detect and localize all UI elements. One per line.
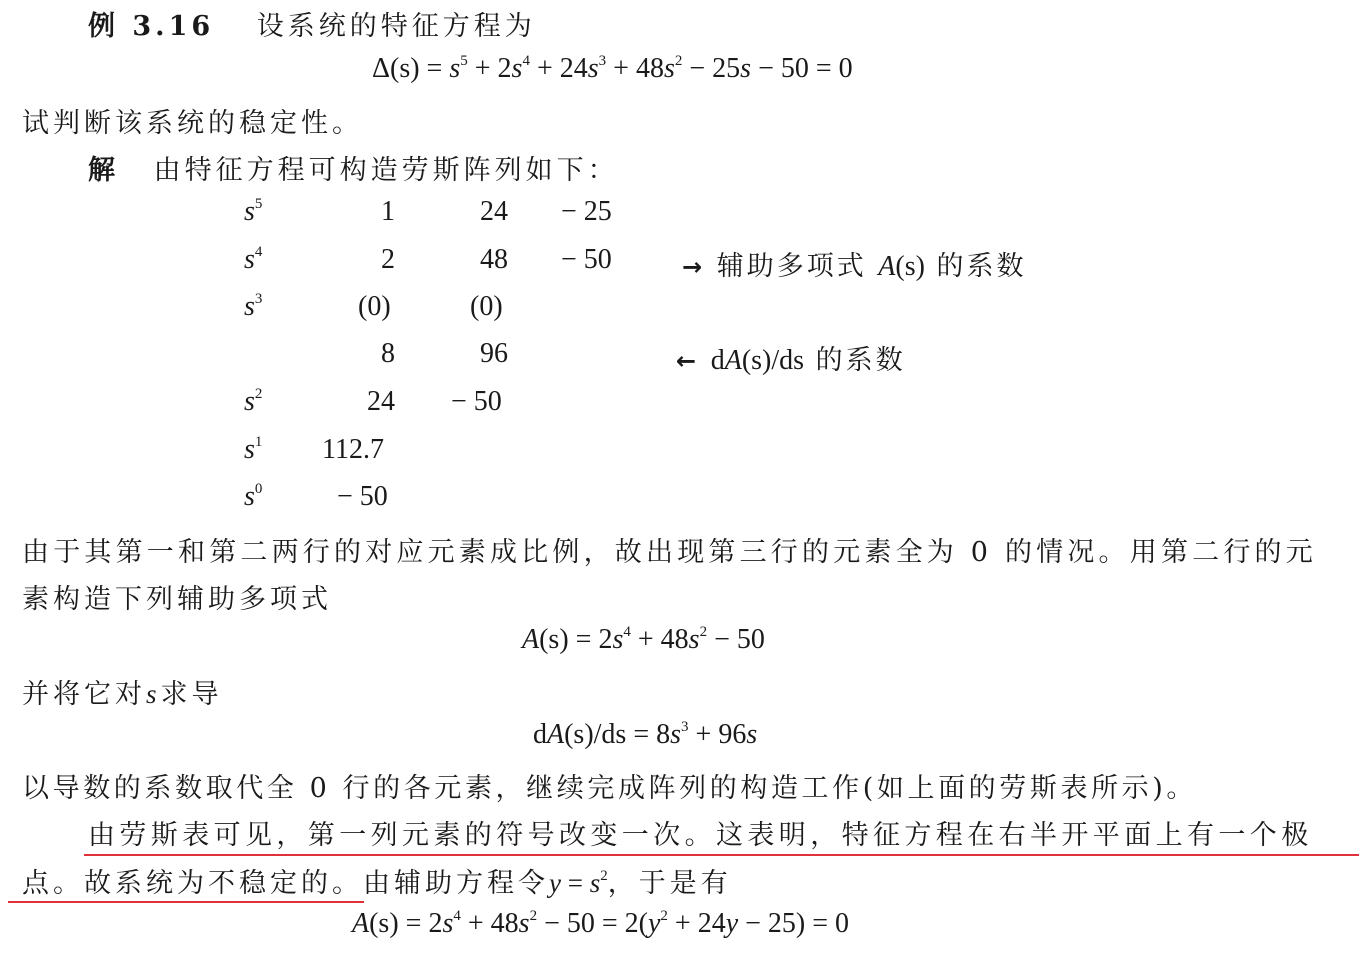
routh-cell: 2 [381, 244, 395, 275]
eq-var: A [522, 624, 540, 655]
auxiliary-polynomial [522, 624, 765, 656]
eq-exp: 4 [522, 53, 530, 69]
para-math: y [549, 868, 561, 898]
arrow-left-icon: ← [676, 347, 700, 375]
routh-cell: − 50 [337, 481, 388, 512]
para-text: ，于是有 [607, 868, 732, 899]
routh-row-label: $s^1$ [244, 434, 263, 465]
routh-note-auxiliary [682, 244, 1027, 283]
eq-exp: 3 [598, 53, 607, 69]
routh-cell: 48 [480, 244, 508, 275]
note-math: (s) [895, 251, 925, 282]
routh-row-label: $s^5$ [244, 196, 263, 227]
solution-text: 由特征方程可构造劳斯阵列如下： [153, 155, 619, 186]
eq-var: A [547, 719, 565, 750]
paragraph-4-line-2 [22, 861, 732, 900]
question-text: 试判断该系统的稳定性。 [22, 108, 363, 139]
note-math: (s)/ds [741, 345, 805, 376]
example-number: 例 3.16 [88, 11, 215, 42]
derivative-equation [533, 719, 757, 751]
eq-exp: 2 [529, 908, 538, 924]
characteristic-equation [372, 53, 853, 85]
note-text: 的系数 [936, 251, 1027, 282]
routh-row-label: $s^2$ [244, 386, 263, 417]
eq-tail: − 50 [707, 624, 765, 655]
eq-var: s [511, 53, 523, 84]
arrow-right-icon: → [682, 253, 706, 281]
eq-var: s [442, 908, 454, 939]
para-math: s [146, 679, 161, 709]
eq-exp: 2 [699, 624, 708, 640]
eq-exp: 2 [660, 908, 668, 924]
eq-var: s [670, 719, 682, 750]
routh-row-label: $s^3$ [244, 291, 263, 322]
routh-cell: (0) [358, 291, 391, 322]
note-math: A [724, 345, 742, 376]
eq-exp: 5 [460, 53, 468, 69]
para-math: = [560, 868, 590, 898]
example-intro: 设系统的特征方程为 [256, 11, 536, 42]
note-math: d [710, 345, 725, 376]
eq-term: (s) = 2 [369, 908, 443, 939]
eq-term: (s) = 2 [539, 624, 613, 655]
eq-term: + 96 [688, 719, 747, 750]
paragraph-1-line-1: 由于其第一和第二两行的对应元素成比例，故出现第三行的元素全为 0 的情况。用第二行的元 [22, 537, 1317, 568]
eq-var: y [647, 908, 661, 939]
routh-cell: − 50 [561, 244, 612, 275]
para-math: 2 [600, 868, 608, 884]
eq-tail: − 25) = 0 [738, 908, 850, 939]
routh-cell: − 25 [561, 196, 612, 227]
eq-term: + 48 [606, 53, 664, 84]
eq-var: s [612, 624, 624, 655]
eq-term: − 25 [682, 53, 741, 84]
solution-line [88, 148, 619, 187]
eq-lhs: Δ(s) = [372, 53, 450, 84]
eq-term: + 24 [667, 908, 726, 939]
eq-term: (s)/ds = 8 [564, 719, 671, 750]
routh-row-label: $s^0$ [244, 481, 263, 512]
eq-exp: 4 [453, 908, 461, 924]
red-underline-2 [8, 901, 364, 903]
routh-note-derivative [676, 338, 906, 377]
routh-cell: 96 [480, 338, 508, 369]
eq-term: d [533, 719, 547, 750]
eq-exp: 3 [681, 719, 689, 735]
eq-exp: 2 [674, 53, 683, 69]
para-text: 并将它对 [22, 679, 146, 710]
routh-cell: 24 [367, 386, 395, 417]
eq-term: − 50 = 2( [537, 908, 648, 939]
eq-var: s [746, 719, 758, 750]
note-math: A [878, 251, 896, 282]
eq-term: + 48 [630, 624, 689, 655]
eq-var: s [449, 53, 461, 84]
para-text: 求导 [160, 679, 223, 710]
note-text: 辅助多项式 [716, 251, 867, 282]
routh-cell: 112.7 [322, 434, 384, 465]
eq-var: s [587, 53, 599, 84]
eq-tail: − 50 = 0 [751, 53, 853, 84]
eq-var: s [740, 53, 752, 84]
solution-label: 解 [88, 155, 119, 186]
eq-var: A [352, 908, 370, 939]
red-underline-1 [84, 854, 1359, 856]
routh-cell: 24 [480, 196, 508, 227]
eq-exp: 4 [623, 624, 631, 640]
para-text: 点。故系统为不稳定的。由辅助方程令 [22, 868, 549, 899]
para-math: s [589, 868, 601, 898]
routh-cell: − 50 [451, 386, 502, 417]
example-header [88, 4, 536, 43]
routh-cell: 1 [381, 196, 395, 227]
eq-term: + 24 [529, 53, 588, 84]
routh-row-label: $s^4$ [244, 244, 263, 275]
eq-var: s [663, 53, 675, 84]
final-equation [352, 908, 849, 940]
note-text: 的系数 [815, 345, 906, 376]
paragraph-3: 以导数的系数取代全 0 行的各元素，继续完成阵列的构造工作(如上面的劳斯表所示)。 [22, 773, 1198, 804]
eq-term: + 48 [460, 908, 519, 939]
eq-var: y [725, 908, 739, 939]
paragraph-1-line-2: 素构造下列辅助多项式 [22, 584, 332, 615]
routh-cell: (0) [470, 291, 503, 322]
eq-var: s [518, 908, 530, 939]
paragraph-4-line-1: 由劳斯表可见，第一列元素的符号改变一次。这表明，特征方程在右半开平面上有一个极 [88, 820, 1313, 851]
eq-var: s [688, 624, 700, 655]
eq-term: + 2 [467, 53, 512, 84]
routh-cell: 8 [381, 338, 395, 369]
paragraph-2 [22, 672, 223, 711]
